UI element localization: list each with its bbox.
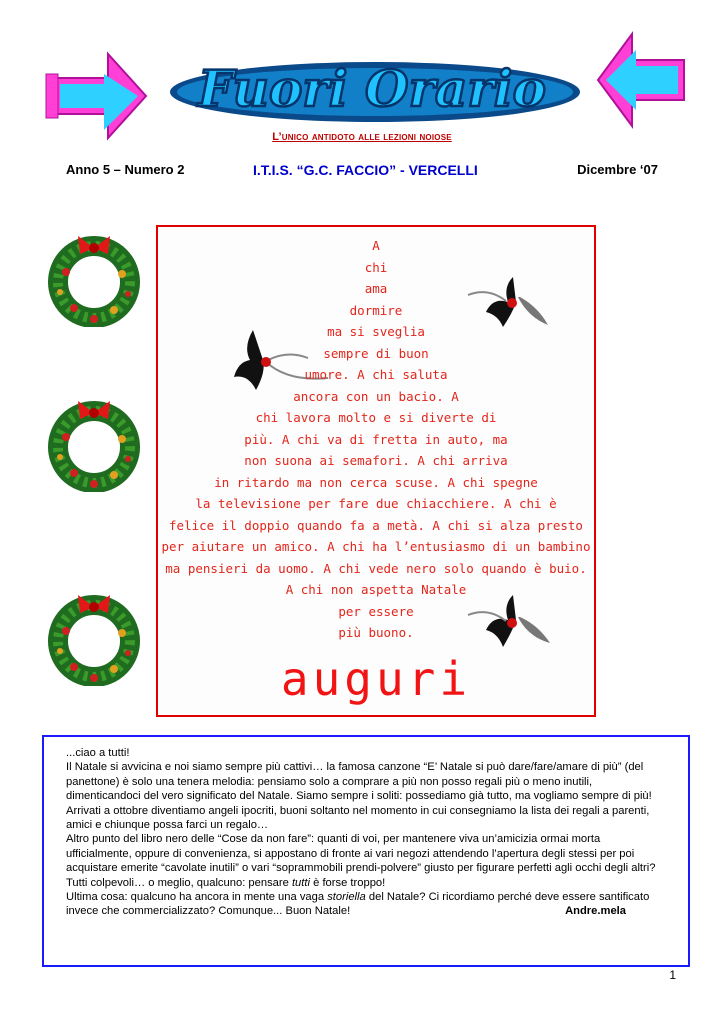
christmas-wreath-icon xyxy=(44,591,144,686)
poem-box xyxy=(156,225,596,717)
poem-line: la televisione per fare due chiacchiere. A chi è xyxy=(195,496,557,511)
poem-line: ma si sveglia xyxy=(327,324,425,339)
poem-line: A xyxy=(372,238,380,253)
article-emphasis: tutti xyxy=(291,876,310,889)
arrow-right-icon[interactable] xyxy=(44,50,150,142)
christmas-wreath-icon xyxy=(44,397,144,492)
article-greeting: ...ciao a tutti! xyxy=(66,747,130,759)
poem-line: più. A chi va di fretta in auto, ma xyxy=(244,431,508,447)
poem-line: più buono. xyxy=(338,625,414,640)
masthead-logo xyxy=(150,42,590,132)
issue-date: Dicembre ‘07 xyxy=(577,162,658,177)
poem-line: umore. A chi saluta xyxy=(304,367,448,382)
article-paragraph: Il Natale si avvicina e noi siamo sempre più cattivi… la famosa canzone “E’ Natale si può dare/fare/amare di più” (del panettone) è solo una tenera melodia: pensiamo solo a comprare a più non posso regali più o meno inutili, dimenticandoci del vero significato del Natale. Siamo sempre i soliti: possediamo già tutto, ma vogliamo sempre di più! xyxy=(66,761,652,803)
poem-line: per aiutare un amico. A chi ha l’entusiasmo di un bambino xyxy=(161,539,591,554)
poem-line: felice il doppio quando fa a metà. A chi si alza presto xyxy=(169,517,583,533)
poem-line: chi xyxy=(364,259,388,275)
author-signature: Andre.mela xyxy=(565,905,626,918)
poem-line: in ritardo ma non cerca scuse. A chi spegne xyxy=(214,474,538,490)
article-emphasis: storiella xyxy=(327,891,366,904)
masthead-title-text: Fuori Orario xyxy=(197,59,547,118)
issue-number: Anno 5 – Numero 2 xyxy=(66,162,185,177)
article-text: del Natale? Ci ricordiamo perché deve essere santificato invece che commercializzato? Comunque... Buon Natale! xyxy=(66,891,650,918)
article-text: Ultima cosa: qualcuno ha ancora in mente una vaga xyxy=(66,891,328,904)
article-text: Tutti colpevoli… o meglio, qualcuno: pensare xyxy=(66,876,292,889)
poem-line: A chi non aspetta Natale xyxy=(285,582,467,597)
article-paragraph: Altro punto del libro nero delle “Cose da non fare”: quanti di voi, per mantenere viva un’amicizia ormai morta ufficialmente, oppure di convenienza, si appostano di fronte ai vari negozi attendendo l’apertura degli stessi per poi acquistare emerite “cavolate inutili” o vari “soprammobili prendi-polvere” giusto per figurare perfetti agli occhi degli altri? xyxy=(66,833,656,875)
page-number: 1 xyxy=(669,968,676,982)
article-paragraph: Arrivati a ottobre diventiamo angeli ipocriti, buoni soltanto nel momento in cui consegniamo la lista dei regali a parenti, amici e chiunque possa farci un regalo… xyxy=(66,804,650,832)
poem-text xyxy=(158,235,594,644)
tagline: L’unico antidoto alle lezioni noiose xyxy=(272,131,452,143)
poem-line: ma pensieri da uomo. A chi vede nero solo quando è buio. xyxy=(165,560,587,576)
article-box xyxy=(42,735,690,967)
article-paragraph xyxy=(66,890,666,919)
arrow-left-icon[interactable] xyxy=(596,30,688,130)
poem-line: dormire xyxy=(349,302,403,318)
school-name: I.T.I.S. “G.C. FACCIO” - VERCELLI xyxy=(253,162,478,178)
poem-line: ama xyxy=(364,281,388,296)
poem-line: ancora con un bacio. A xyxy=(293,388,459,404)
article-text: è forse troppo! xyxy=(310,876,386,889)
article-paragraph xyxy=(66,876,666,890)
auguri-greeting: auguri xyxy=(280,652,472,706)
poem-line: non suona ai semafori. A chi arriva xyxy=(244,453,508,468)
christmas-wreath-icon xyxy=(44,232,144,327)
poem-line: per essere xyxy=(338,603,414,619)
poem-line: chi lavora molto e si diverte di xyxy=(255,410,497,425)
poem-line: sempre di buon xyxy=(323,345,429,361)
